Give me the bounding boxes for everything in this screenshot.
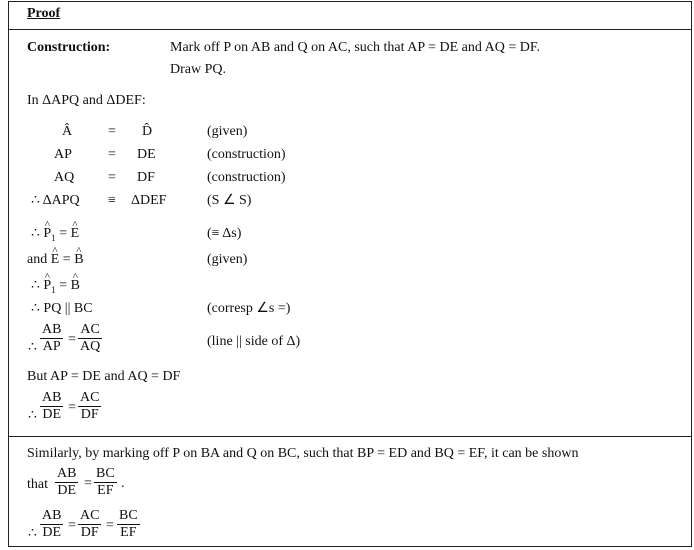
construction-label: Construction: xyxy=(27,40,111,55)
final-frac1: $\frac{AB}{DE}$ xyxy=(42,508,62,540)
step4-reason: (corresp ∠s =) xyxy=(207,301,291,316)
similarly-dot: . xyxy=(121,476,125,491)
row3-lhs: AQ xyxy=(54,170,75,185)
row1-lhs: Â xyxy=(62,124,73,139)
step1-reason: (≡ Δs) xyxy=(207,226,242,241)
step6: But AP = DE and AQ = DF xyxy=(27,369,181,384)
final-eq1: = xyxy=(68,518,76,533)
step4: ∴ PQ || BC xyxy=(31,301,93,316)
similarly-eq: = xyxy=(84,476,92,491)
step7-frac2: $\frac{AC}{DF}$ xyxy=(80,390,100,422)
row1-reason: (given) xyxy=(207,124,248,139)
construction-line-2: Draw PQ. xyxy=(170,62,226,77)
similarly-that: that xyxy=(27,477,48,492)
row4-reason: (S ∠ S) xyxy=(207,193,252,208)
row3-op: = xyxy=(108,170,116,185)
step5-frac2: $\frac{AC}{AQ}$ xyxy=(80,322,101,354)
section-divider xyxy=(8,436,692,437)
proof-heading: Proof xyxy=(27,6,61,21)
row4-rhs: ΔDEF xyxy=(131,193,167,208)
heading-divider xyxy=(8,29,692,30)
intro-line: In ΔAPQ and ΔDEF: xyxy=(27,93,146,108)
step7-therefore: ∴ xyxy=(28,408,37,423)
final-frac2: $\frac{AC}{DF}$ xyxy=(80,508,100,540)
final-eq2: = xyxy=(106,518,114,533)
step2-reason: (given) xyxy=(207,252,248,267)
row2-reason: (construction) xyxy=(207,147,286,162)
step5-eq: = xyxy=(68,332,76,347)
similarly-frac2: $\frac{BC}{EF}$ xyxy=(96,466,115,498)
step5-therefore: ∴ xyxy=(28,340,37,355)
step1: ∴ ^ $P_1$ = ^ E xyxy=(31,226,79,246)
row2-op: = xyxy=(108,147,116,162)
row4-op: ≡ xyxy=(108,193,116,208)
row3-reason: (construction) xyxy=(207,170,286,185)
step2: and ^ E = ^ B xyxy=(27,252,84,268)
row1-op: = xyxy=(108,124,116,139)
step3: ∴ ^ $P_1$ = ^ B xyxy=(31,278,80,298)
step5-reason: (line || side of Δ) xyxy=(207,334,301,349)
final-therefore: ∴ xyxy=(28,526,37,541)
row1-rhs: D̂ xyxy=(142,124,153,139)
step5-frac1: $\frac{AB}{AP}$ xyxy=(42,322,62,354)
row2-lhs: AP xyxy=(54,147,72,162)
construction-line-1: Mark off P on AB and Q on AC, such that AP = DE and AQ = DF. xyxy=(170,40,540,55)
similarly-line: Similarly, by marking off P on BA and Q on BC, such that BP = ED and BQ = EF, it can be shown xyxy=(27,446,579,461)
row4-lhs: ∴ ΔAPQ xyxy=(31,193,80,208)
similarly-frac1: $\frac{AB}{DE}$ xyxy=(57,466,77,498)
step7-frac1: $\frac{AB}{DE}$ xyxy=(42,390,62,422)
row3-rhs: DF xyxy=(137,170,155,185)
step7-eq: = xyxy=(68,400,76,415)
final-frac3: $\frac{BC}{EF}$ xyxy=(119,508,138,540)
row2-rhs: DE xyxy=(137,147,156,162)
